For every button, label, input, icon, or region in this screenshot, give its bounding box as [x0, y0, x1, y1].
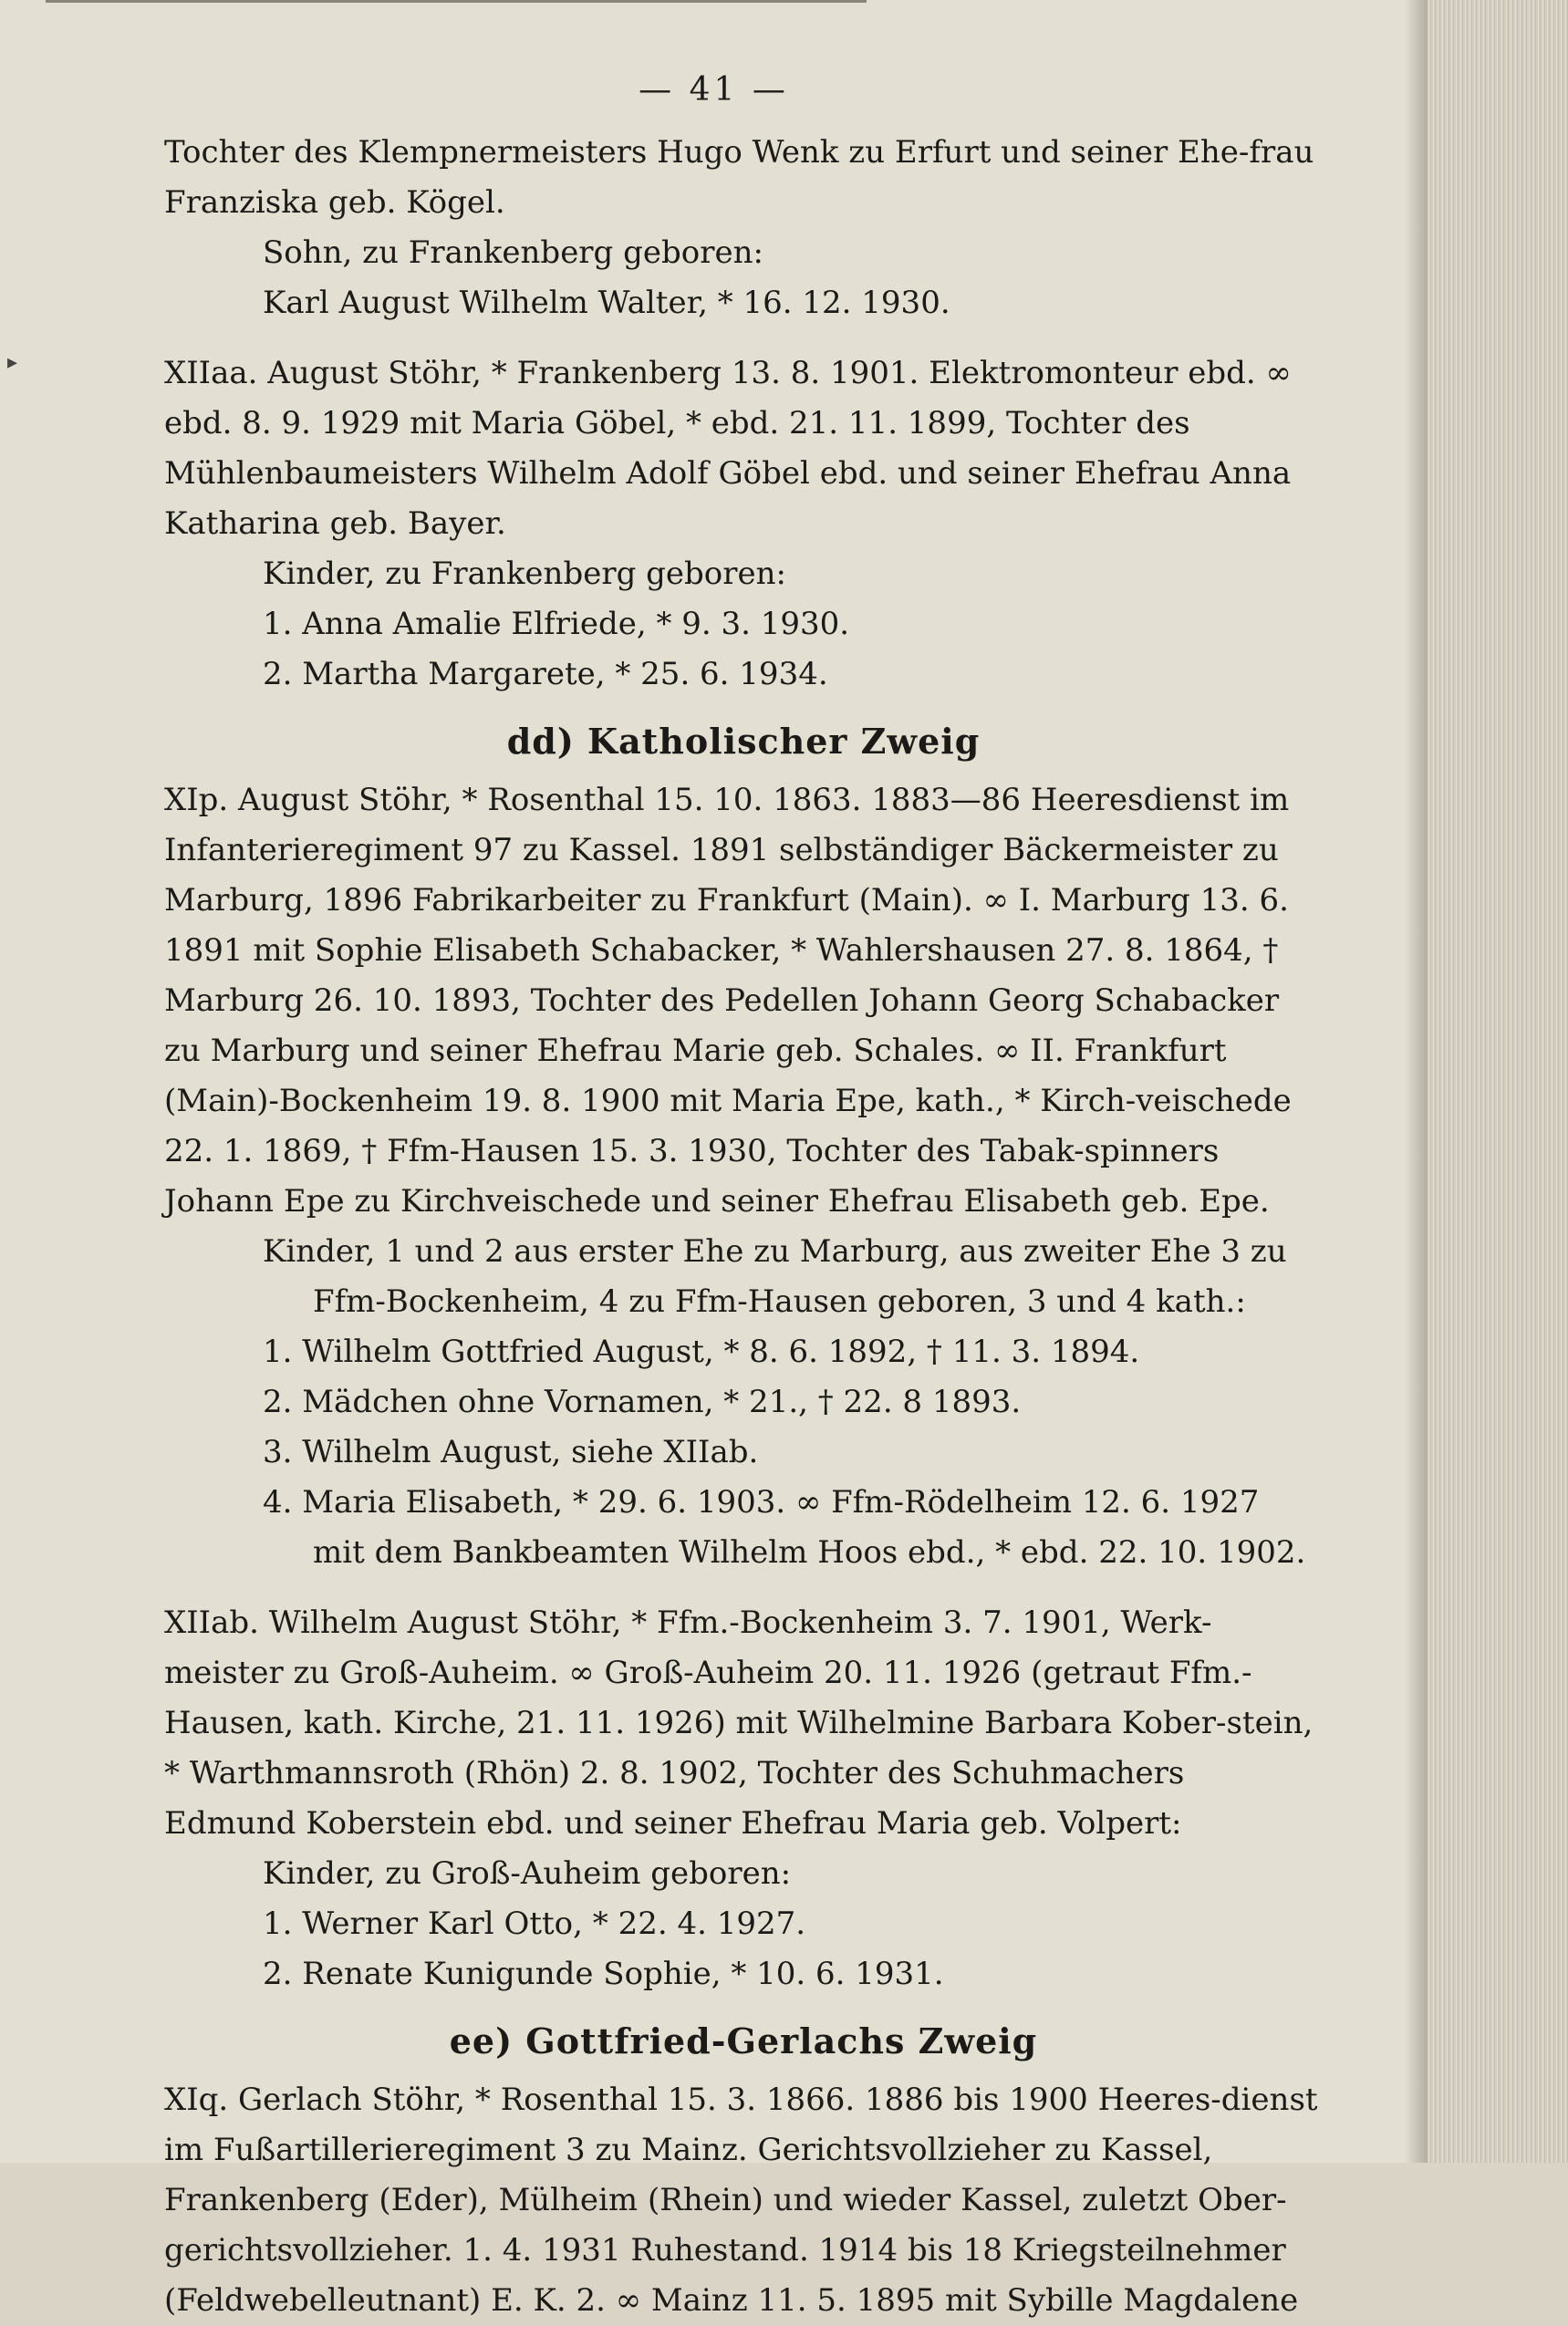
entry-XIq: XIq. Gerlach Stöhr, * Rosenthal 15. 3. 1866. 1886 bis 1900 Heeres-dienst im Fußartillerieregiment 3 zu Mainz. Gerichtsvollzieher zu Kassel, Frankenberg (Eder), Mülheim (Rhein) und wieder Kassel, zuletzt Ober-gerichtsvollzieher. 1. 4. 1931 Ruhestand. 1914 bis 18 Kriegsteilnehmer (Feldwebelleutnant) E. K. 2. ∞ Mainz 11. 5. 1895 mit Sybille Magdalene — [164, 2082, 1318, 2319]
entry-XIp: XIp. August Stöhr, * Rosenthal 15. 10. 1863. 1883—86 Heeresdienst im Infanterieregiment 97 zu Kassel. 1891 selbständiger Bäckermeister zu Marburg, 1896 Fabrikarbeiter zu Frankfurt (Main). ∞ I. Marburg 13. 6. 1891 mit Sophie Elisabeth Schabacker, * Wahlershausen 27. 8. 1864, † Marburg 26. 10. 1893, Tochter des Pedellen Johann Georg Schabacker zu Marburg und seiner Ehefrau Marie geb. Schales. ∞ II. Frankfurt (Main)-Bockenheim 19. 8. 1900 mit Maria Epe, kath., * Kirch-veischede 22. 1. 1869, † Ffm-Hausen 15. 3. 1930, Tochter des Tabak-spinners Johann Epe zu Kirchveischede und seiner Ehefrau Elisabeth geb. Epe. — [164, 782, 1292, 1220]
entry-XIIab: XIIab. Wilhelm August Stöhr, * Ffm.-Bockenheim 3. 7. 1901, Werk-meister zu Groß-Auheim. ∞ Groß-Auheim 20. 11. 1926 (getraut Ffm.-Hausen, kath. Kirche, 21. 11. 1926) mit Wilhelmine Barbara Kober-stein, * Warthmannsroth (Rhön) 2. 8. 1902, Tochter des Schuhmachers Edmund Koberstein ebd. und seiner Ehefrau Maria geb. Volpert: — [164, 1604, 1314, 1842]
list-item: 2. Renate Kunigunde Sophie, * 10. 6. 1931. — [263, 1956, 944, 1992]
section-heading-ee: ee) Gottfried-Gerlachs Zweig — [449, 2020, 1038, 2061]
entry-XIIaa: XIIaa. August Stöhr, * Frankenberg 13. 8. 1901. Elektromonteur ebd. ∞ ebd. 8. 9. 1929 mit Maria Göbel, * ebd. 21. 11. 1899, Tochter des Mühlenbaumeisters Wilhelm Adolf Göbel ebd. und seiner Ehefrau Anna Katharina geb. Bayer. — [164, 355, 1292, 542]
body-text — [164, 128, 1323, 2326]
list-item: 1. Anna Amalie Elfriede, * 9. 3. 1930. — [263, 606, 850, 642]
page-number: — 41 — — [639, 71, 789, 109]
spacer — [164, 1578, 1323, 1598]
children-intro: Kinder, zu Groß-Auheim geboren: — [263, 1855, 792, 1892]
list-item: 2. Mädchen ohne Vornamen, * 21., † 22. 8 1893. — [263, 1384, 1022, 1420]
list-item: 2. Martha Margarete, * 25. 6. 1934. — [263, 656, 828, 692]
children-intro: Kinder, zu Frankenberg geboren: — [263, 556, 786, 592]
margin-mark: ▸ — [7, 351, 18, 374]
children-intro: Sohn, zu Frankenberg geboren: — [263, 234, 763, 271]
section-heading-dd: dd) Katholischer Zweig — [506, 721, 981, 762]
list-item: 3. Wilhelm August, siehe XIIab. — [263, 1434, 759, 1470]
paragraph-continuation: Tochter des Klempnermeisters Hugo Wenk zu Erfurt und seiner Ehe-frau Franziska geb. Kögel. — [164, 134, 1314, 221]
top-rule — [46, 0, 867, 3]
list-item: 1. Werner Karl Otto, * 22. 4. 1927. — [263, 1905, 806, 1942]
list-item: 4. Maria Elisabeth, * 29. 6. 1903. ∞ Ffm-Rödelheim 12. 6. 1927 — [263, 1484, 1260, 1521]
list-item: 1. Wilhelm Gottfried August, * 8. 6. 1892, † 11. 3. 1894. — [263, 1334, 1140, 1370]
list-item-continuation: mit dem Bankbeamten Wilhelm Hoos ebd., * ebd. 22. 10. 1902. — [313, 1534, 1306, 1571]
children-intro: Kinder, 1 und 2 aus erster Ehe zu Marburg, aus zweiter Ehe 3 zu Ffm-Bockenheim, 4 zu Ffm-Hausen geboren, 3 und 4 kath.: — [263, 1233, 1287, 1320]
list-item: Karl August Wilhelm Walter, * 16. 12. 1930. — [263, 285, 950, 321]
book-page-edges — [1428, 0, 1568, 2163]
spacer — [164, 328, 1323, 348]
